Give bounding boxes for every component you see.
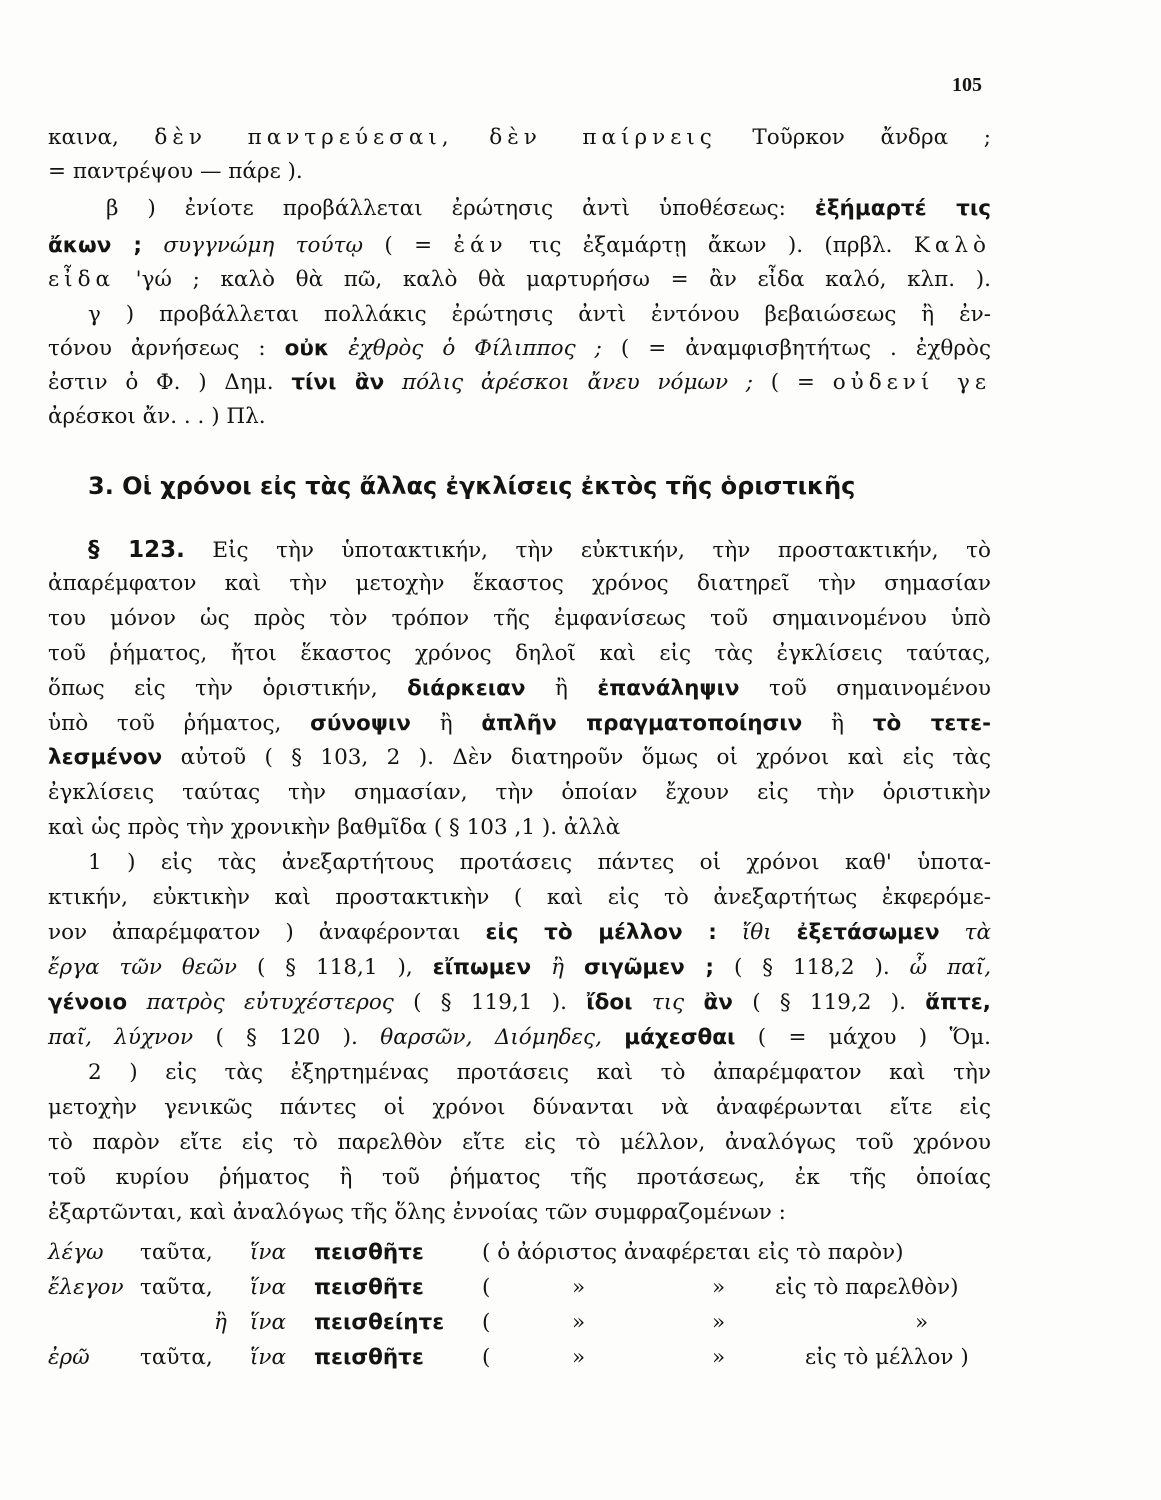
- text-line: παῖ, λύχνον ( § 120 ). θαρσῶν, Διόμηδες, μάχεσθαι ( = μάχου ) Ὅμ.: [48, 1025, 991, 1050]
- section-number: § 123.: [88, 537, 185, 563]
- text-line: τοῦ κυρίου ῥήματος ἢ τοῦ ῥήματος τῆς προτάσεως, ἐκ τῆς ὁποίας: [48, 1165, 991, 1190]
- text-line: ἀπαρέμφατον καὶ τὴν μετοχὴν ἕκαστος χρόνος διατηρεῖ τὴν σημασίαν: [48, 571, 991, 596]
- text-line: 1 ) εἰς τὰς ἀνεξαρτήτους προτάσεις πάντες οἱ χρόνοι καθ' ὑποτα-: [88, 850, 991, 875]
- text-line: τὸ παρὸν εἴτε εἰς τὸ παρελθὸν εἴτε εἰς τὸ μέλλον, ἀναλόγως τοῦ χρόνου: [48, 1130, 991, 1155]
- text-line: του μόνον ὡς πρὸς τὸν τρόπον τῆς ἐμφανίσεως τοῦ σημαινομένου ὑπὸ: [48, 606, 991, 631]
- text-line: ἀρέσκοι ἄν. . . ) Πλ.: [48, 404, 266, 429]
- text-line: = παντρέψου — πάρε ).: [48, 159, 303, 184]
- text-line: κτικήν, εὐκτικὴν καὶ προστακτικὴν ( καὶ εἰς τὸ ἀνεξαρτήτως ἐκφερόμε-: [48, 885, 991, 910]
- text-line: καὶ ὡς πρὸς τὴν χρονικὴν βαθμῖδα ( § 103 ,1 ). ἀλλὰ: [48, 815, 621, 840]
- text-line: β ) ἐνίοτε προβάλλεται ἐρώτησις ἀντὶ ὑποθέσεως: ἐξήμαρτέ τις: [106, 196, 991, 221]
- text-line: ἐξαρτῶνται, καὶ ἀναλόγως τῆς ὅλης ἐννοίας τῶν συμφραζομένων :: [48, 1200, 786, 1225]
- text-line: λεσμένον αὐτοῦ ( § 103, 2 ). Δὲν διατηροῦν ὅμως οἱ χρόνοι καὶ εἰς τὰς: [48, 745, 991, 770]
- text-line: ἄκων ; συγγνώμη τούτῳ ( = ἐάν τις ἐξαμάρτῃ ἄκων ). (πρβλ. Καλὸ: [48, 233, 991, 258]
- book-page: 105 καινα, δὲν παντρεύεσαι, δὲν παίρνεις Τοῦρκον ἄνδρα ; = παντρέψου — πάρε ). β ) ἐνίοτε προβάλλεται ἐρώτησις ἀντὶ ὑποθέσεως: ἐξήμαρτέ τις ἄκων ; συγγνώμη τούτῳ ( = ἐάν τις ἐξαμάρτῃ ἄκων ). (πρβλ. Καλὸ εἶδα 'γώ ; καλὸ θὰ πῶ, καλὸ θὰ μαρτυρήσω = ἂν εἶδα καλό, κλπ. ). γ ) προβάλλεται πολλάκις ἐρώτησις ἀντὶ ἐντόνου βεβαιώσεως ἢ ἐν- τόνου ἀρνήσεως : οὐκ ἐχθρὸς ὁ Φίλιππος ; ( = ἀναμφισβητήτως . ἐχθρὸς ἐστιν ὁ Φ. ) Δημ. τίνι ἂν πόλις ἀρέσκοι ἄνευ νόμων ; ( = οὐδενί γε ἀρέσκοι ἄν. . . ) Πλ. 3. Οἱ χρόνοι εἰς τὰς ἄλλας ἐγκλίσεις ἐκτὸς τῆς ὁριστικῆς § 123. Εἰς τὴν ὑποτακτικήν, τὴν εὐκτικήν, τὴν προστακτικήν, τὸ ἀπαρέμφατον καὶ τὴν μετοχὴν ἕκαστος χρόνος διατηρεῖ τὴν σημασίαν του μόνον ὡς πρὸς τὸν τρόπον τῆς ἐμφανίσεως τοῦ σημαινομένου ὑπὸ τοῦ ῥήματος, ἤτοι ἕκαστος χρόνος δηλοῖ καὶ εἰς τὰς ἐγκλίσεις ταύτας, ὅπως εἰς τὴν ὁριστικήν, διάρκειαν ἢ ἐπανάληψιν τοῦ σημαινομένου ὑπὸ τοῦ ῥήματος, σύνοψιν ἢ ἁπλῆν πραγματοποίησιν ἢ τὸ τετε- λεσμένον αὐτοῦ ( § 103, 2 ). Δὲν διατηροῦν ὅμως οἱ χρόνοι καὶ εἰς τὰς ἐγκλίσεις ταύτας τὴν σημασίαν, τὴν ὁποίαν ἔχουν εἰς τὴν ὁριστικὴν καὶ ὡς πρὸς τὴν χρονικὴν βαθμῖδα ( § 103 ,1 ). ἀλλὰ 1 ) εἰς τὰς ἀνεξαρτήτους προτάσεις πάντες οἱ χρόνοι καθ' ὑποτα- κτικήν, εὐκτικὴν καὶ προστακτικὴν ( καὶ εἰς τὸ ἀνεξαρτήτως ἐκφερόμε- νον ἀπαρέμφατον ) ἀναφέρονται εἰς τὸ μέλλον : ἴθι ἐξετάσωμεν τὰ ἔργα τῶν θεῶν ( § 118,1 ), εἴπωμεν ἢ σιγῶμεν ; ( § 118,2 ). ὦ παῖ, γένοιο πατρὸς εὐτυχέστερος ( § 119,1 ). ἴδοι τις ἂν ( § 119,2 ). ἅπτε, παῖ, λύχνον ( § 120 ). θαρσῶν, Διόμηδες, μάχεσθαι ( = μάχου ) Ὅμ. 2 ) εἰς τὰς ἐξηρτημένας προτάσεις καὶ τὸ ἀπαρέμφατον καὶ τὴν μετοχὴν γενικῶς πάντες οἱ χρόνοι δύνανται νὰ ἀναφέρωνται εἴτε εἰς τὸ παρὸν εἴτε εἰς τὸ παρελθὸν εἴτε εἰς τὸ μέλλον, ἀναλόγως τοῦ χρόνου τοῦ κυρίου ῥήματος ἢ τοῦ ῥήματος τῆς προτάσεως, ἐκ τῆς ὁποίας ἐξαρτῶνται, καὶ ἀναλόγως τῆς ὅλης ἐννοίας τῶν συμφραζομένων : λέγω ταῦτα, ἵνα πεισθῆτε ( ὁ ἀόριστος ἀναφέρεται εἰς τὸ παρὸν) ἔλεγον ταῦτα, ἵνα πεισθῆτε ( » » εἰς τὸ παρελθὸν) ἢ ἵνα πεισθείητε ( » » » ἐρῶ ταῦτα, ἵνα πεισθῆτε ( » » εἰς τὸ μέλλον ): [48, 74, 992, 1370]
- text-line: ἔργα τῶν θεῶν ( § 118,1 ), εἴπωμεν ἢ σιγῶμεν ; ( § 118,2 ). ὦ παῖ,: [48, 955, 992, 980]
- page-number: 105: [952, 74, 982, 96]
- text-line: τοῦ ῥήματος, ἤτοι ἕκαστος χρόνος δηλοῖ καὶ εἰς τὰς ἐγκλίσεις ταύτας,: [48, 641, 991, 666]
- text-line: ἐστιν ὁ Φ. ) Δημ. τίνι ἂν πόλις ἀρέσκοι ἄνευ νόμων ; ( = οὐδενί γε: [48, 370, 992, 395]
- text-line: εἶδα 'γώ ; καλὸ θὰ πῶ, καλὸ θὰ μαρτυρήσω = ἂν εἶδα καλό, κλπ. ).: [48, 267, 991, 292]
- text-line: τόνου ἀρνήσεως : οὐκ ἐχθρὸς ὁ Φίλιππος ; ( = ἀναμφισβητήτως . ἐχθρὸς: [48, 336, 991, 361]
- text-line: γένοιο πατρὸς εὐτυχέστερος ( § 119,1 ). ἴδοι τις ἂν ( § 119,2 ). ἅπτε,: [48, 990, 991, 1015]
- text-line: καινα, δὲν παντρεύεσαι, δὲν παίρνεις Τοῦρκον ἄνδρα ;: [48, 125, 991, 150]
- text-line: ὑπὸ τοῦ ῥήματος, σύνοψιν ἢ ἁπλῆν πραγματοποίησιν ἢ τὸ τετε-: [48, 711, 992, 736]
- text-line: 2 ) εἰς τὰς ἐξηρτημένας προτάσεις καὶ τὸ ἀπαρέμφατον καὶ τὴν: [88, 1060, 991, 1085]
- section-heading: 3. Οἱ χρόνοι εἰς τὰς ἄλλας ἐγκλίσεις ἐκτὸς τῆς ὁριστικῆς: [88, 472, 856, 500]
- text-line: ὅπως εἰς τὴν ὁριστικήν, διάρκειαν ἢ ἐπανάληψιν τοῦ σημαινομένου: [48, 676, 991, 701]
- text-line: μετοχὴν γενικῶς πάντες οἱ χρόνοι δύνανται νὰ ἀναφέρωνται εἴτε εἰς: [48, 1095, 991, 1120]
- text-line: γ ) προβάλλεται πολλάκις ἐρώτησις ἀντὶ ἐντόνου βεβαιώσεως ἢ ἐν-: [88, 302, 991, 327]
- text-line: ἐγκλίσεις ταύτας τὴν σημασίαν, τὴν ὁποίαν ἔχουν εἰς τὴν ὁριστικὴν: [48, 780, 991, 805]
- text-line: νον ἀπαρέμφατον ) ἀναφέρονται εἰς τὸ μέλλον : ἴθι ἐξετάσωμεν τὰ: [48, 920, 991, 945]
- text-line: § 123. Εἰς τὴν ὑποτακτικήν, τὴν εὐκτικήν, τὴν προστακτικήν, τὸ: [88, 537, 991, 563]
